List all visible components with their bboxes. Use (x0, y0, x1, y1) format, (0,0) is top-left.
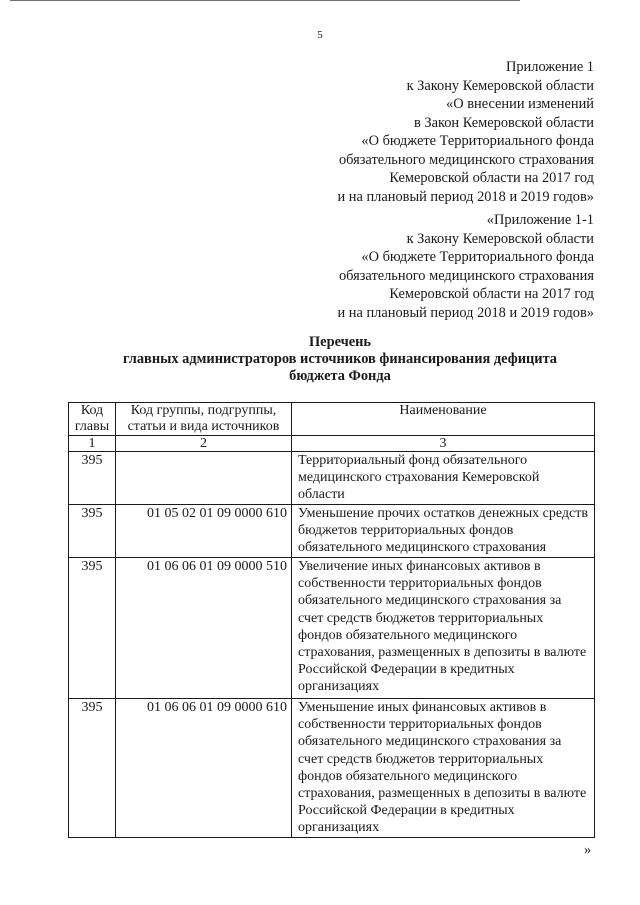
header-name: Наименование (292, 403, 595, 436)
document-title (0, 334, 640, 385)
administrators-table (68, 402, 595, 838)
name-cell: Уменьшение прочих остатков денежных средств бюджетов территориальных фондов обязательного медицинского страхования (292, 505, 595, 558)
page-number: 5 (317, 29, 323, 41)
chapter-code-cell: 395 (69, 505, 116, 558)
source-code-cell: 01 06 06 01 09 0000 610 (116, 699, 292, 838)
title-line: бюджета Фонда (289, 368, 391, 384)
appendix-1-1-header (338, 211, 595, 322)
chapter-code-cell: 395 (69, 452, 116, 505)
appendix-1-1-line: к Закону Кемеровской области (406, 230, 594, 247)
table-row (69, 699, 595, 838)
header-chapter-code: Код главы (69, 403, 116, 436)
top-rule (10, 0, 520, 1)
column-number: 3 (292, 436, 595, 452)
chapter-code-cell: 395 (69, 558, 116, 699)
chapter-code-cell: 395 (69, 699, 116, 838)
appendix-1-line: Кемеровской области на 2017 год (389, 170, 594, 186)
appendix-1-1-line: обязательного медицинского страхования (338, 267, 594, 284)
table-row (69, 558, 595, 699)
appendix-1-1-line: и на плановый период 2018 и 2019 годов» (337, 304, 594, 321)
table-row (69, 505, 595, 558)
name-cell: Уменьшение иных финансовых активов в собственности территориальных фондов обязательного медицинского страхования за счет средств бюджетов территориальных фондов обязательного медицинского страхования, размещенных в депозиты в валюте Российской Федерации в кредитных организациях (292, 699, 595, 838)
appendix-1-1-line: «О бюджете Территориального фонда (361, 249, 594, 265)
table-row (69, 452, 595, 505)
appendix-1-header (338, 58, 595, 206)
appendix-1-line: обязательного медицинского страхования (338, 151, 594, 168)
source-code-cell: 01 06 06 01 09 0000 510 (116, 558, 292, 699)
appendix-1-line: и на плановый период 2018 и 2019 годов» (337, 188, 594, 205)
table-header-row (69, 403, 595, 436)
closing-quote-mark: » (584, 842, 592, 858)
appendix-1-line: Приложение 1 (505, 59, 594, 75)
title-line: главных администраторов источников финансирования дефицита (122, 351, 558, 367)
column-number: 2 (116, 436, 292, 452)
source-code-cell: 01 05 02 01 09 0000 610 (116, 505, 292, 558)
appendix-1-1-line: Кемеровской области на 2017 год (389, 286, 594, 302)
appendix-1-line: в Закон Кемеровской области (413, 114, 594, 131)
header-source-code: Код группы, подгруппы, статьи и вида источников (116, 403, 292, 436)
appendix-1-line: к Закону Кемеровской области (406, 77, 594, 94)
source-code-cell (116, 452, 292, 505)
appendix-1-1-line: «Приложение 1-1 (486, 212, 594, 228)
column-number: 1 (69, 436, 116, 452)
column-number-row (69, 436, 595, 452)
title-line: Перечень (308, 334, 372, 350)
appendix-1-line: «О внесении изменений (446, 96, 594, 112)
name-cell: Увеличение иных финансовых активов в собственности территориальных фондов обязательного медицинского страхования за счет средств бюджетов территориальных фондов обязательного медицинского страхования, размещенных в депозиты в валюте Российской Федерации в кредитных организациях (292, 558, 595, 699)
name-cell: Территориальный фонд обязательного медицинского страхования Кемеровской области (292, 452, 595, 505)
appendix-1-line: «О бюджете Территориального фонда (361, 133, 594, 149)
